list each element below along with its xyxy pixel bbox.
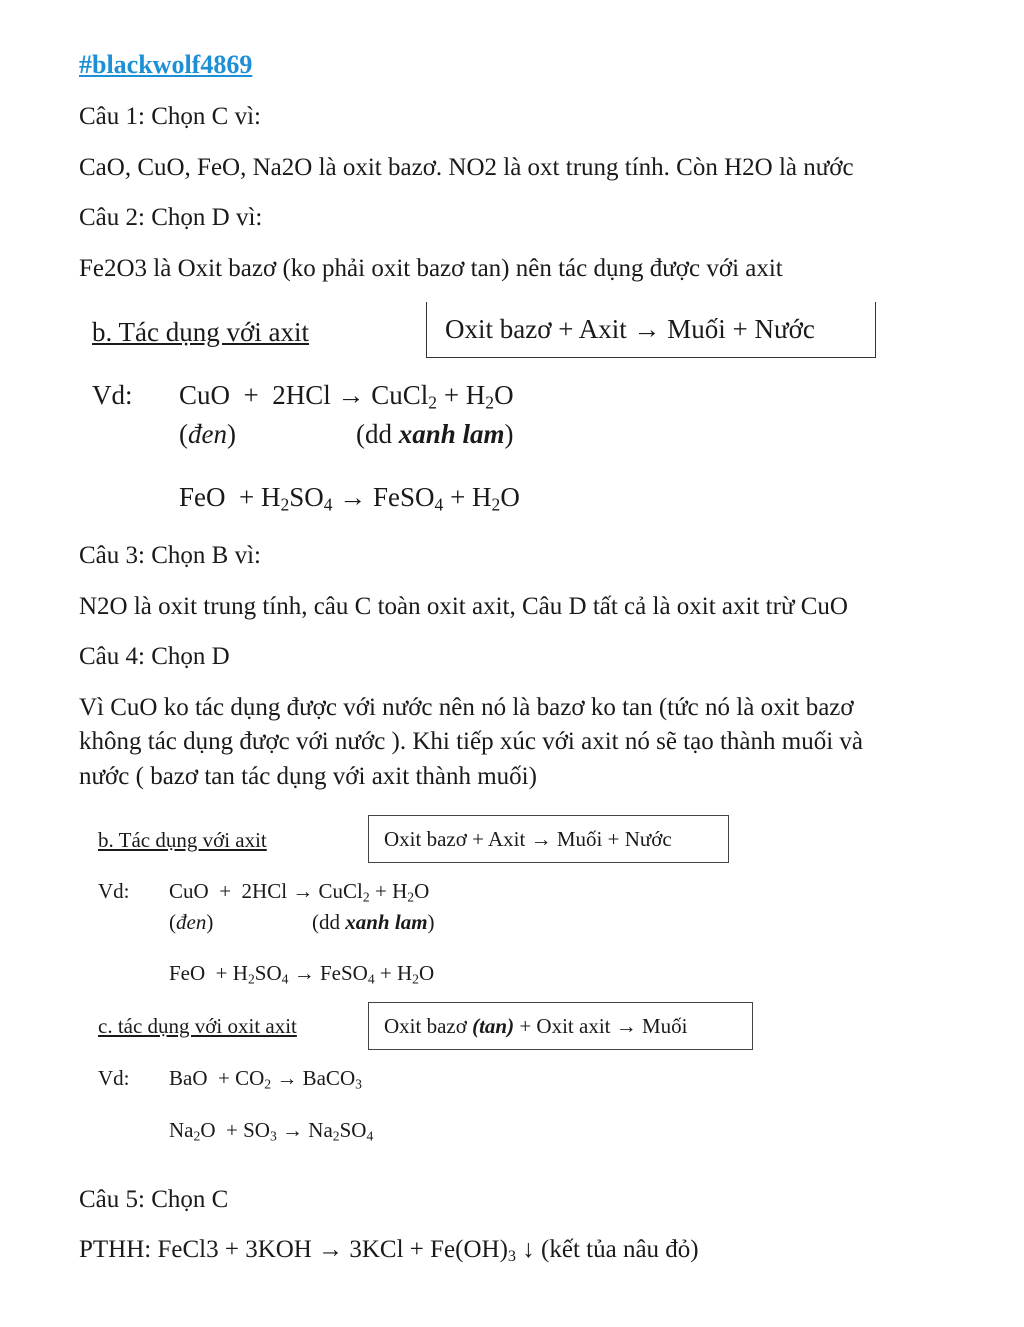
question-1-body: CaO, CuO, FeO, Na2O là oxit bazơ. NO2 là oxt trung tính. Còn H2O là nước: [79, 154, 854, 181]
author-tag: #blackwolf4869: [79, 50, 253, 79]
excerpt-2-formula-b: Oxit bazơ + Axit → Muối + Nước: [384, 827, 672, 851]
excerpt-2-reaction-3: BaO + $CO_2$ → BaCO$_3$: [169, 1066, 362, 1092]
question-4-body-line-3: nước ( bazơ tan tác dụng với axit thành muối): [79, 763, 537, 790]
excerpt-2-vd-label-1: Vd:: [98, 879, 130, 903]
excerpt-1-note-den: (đen): [179, 419, 236, 449]
excerpt-1-reaction-1: CuO + 2HCl → CuCl$_2$ + $H_2O$: [179, 380, 514, 413]
excerpt-2-reaction-4: $Na_2O + SO_3 \to Na_2SO_4$: [169, 1118, 374, 1144]
excerpt-2-formula-box-c: [368, 1002, 753, 1050]
question-2-title: Câu 2: Chọn D vì:: [79, 204, 263, 231]
excerpt-2-reaction-2: FeO + $H_2SO_4$ → FeSO$_4$ + $H_2O$: [169, 961, 435, 987]
excerpt-1-note-xanh: (dd xanh lam): [356, 419, 514, 449]
excerpt-2-vd-label-2: Vd:: [98, 1066, 130, 1090]
question-2-body: Fe2O3 là Oxit bazơ (ko phải oxit bazơ tan) nên tác dụng được với axit: [79, 255, 783, 282]
excerpt-2-formula-box-b: [368, 815, 729, 863]
excerpt-2-heading-b: b. Tác dụng với axit: [98, 828, 267, 852]
question-4-title: Câu 4: Chọn D: [79, 643, 230, 670]
excerpt-2-note-den: (đen): [169, 910, 214, 934]
question-3-body: N2O là oxit trung tính, câu C toàn oxit axit, Câu D tất cả là oxit axit trừ CuO: [79, 593, 848, 620]
excerpt-1-reaction-2: FeO + $H_2SO_4$ → FeSO$_4$ + $H_2O$: [179, 482, 520, 515]
excerpt-1-vd-label: Vd:: [92, 380, 133, 410]
excerpt-2-formula-c: Oxit bazơ (tan) + Oxit axit → Muối: [384, 1014, 688, 1038]
excerpt-1-formula-box: [426, 302, 876, 358]
excerpt-1-formula: Oxit bazơ + Axit → Muối + Nước: [445, 314, 815, 344]
excerpt-2-heading-c: c. tác dụng với oxit axit: [98, 1014, 297, 1038]
question-5-title: Câu 5: Chọn C: [79, 1186, 229, 1213]
excerpt-2-note-xanh: (dd xanh lam): [312, 910, 435, 934]
excerpt-1-heading: b. Tác dụng với axit: [92, 317, 309, 347]
question-5-equation: PTHH: FeCl3 + $3KOH \to 3KCl + Fe(OH)_3$ ↓ (kết tủa nâu đỏ): [79, 1236, 699, 1266]
excerpt-2-reaction-1: CuO + 2HCl → CuCl$_2$ + $H_2O$: [169, 879, 430, 905]
question-3-title: Câu 3: Chọn B vì:: [79, 542, 261, 569]
question-4-body-line-1: Vì CuO ko tác dụng được với nước nên nó là bazơ ko tan (tức nó là oxit bazơ: [79, 694, 854, 721]
question-4-body-line-2: không tác dụng được với nước ). Khi tiếp xúc với axit nó sẽ tạo thành muối và: [79, 728, 863, 755]
question-1-title: Câu 1: Chọn C vì:: [79, 103, 261, 130]
